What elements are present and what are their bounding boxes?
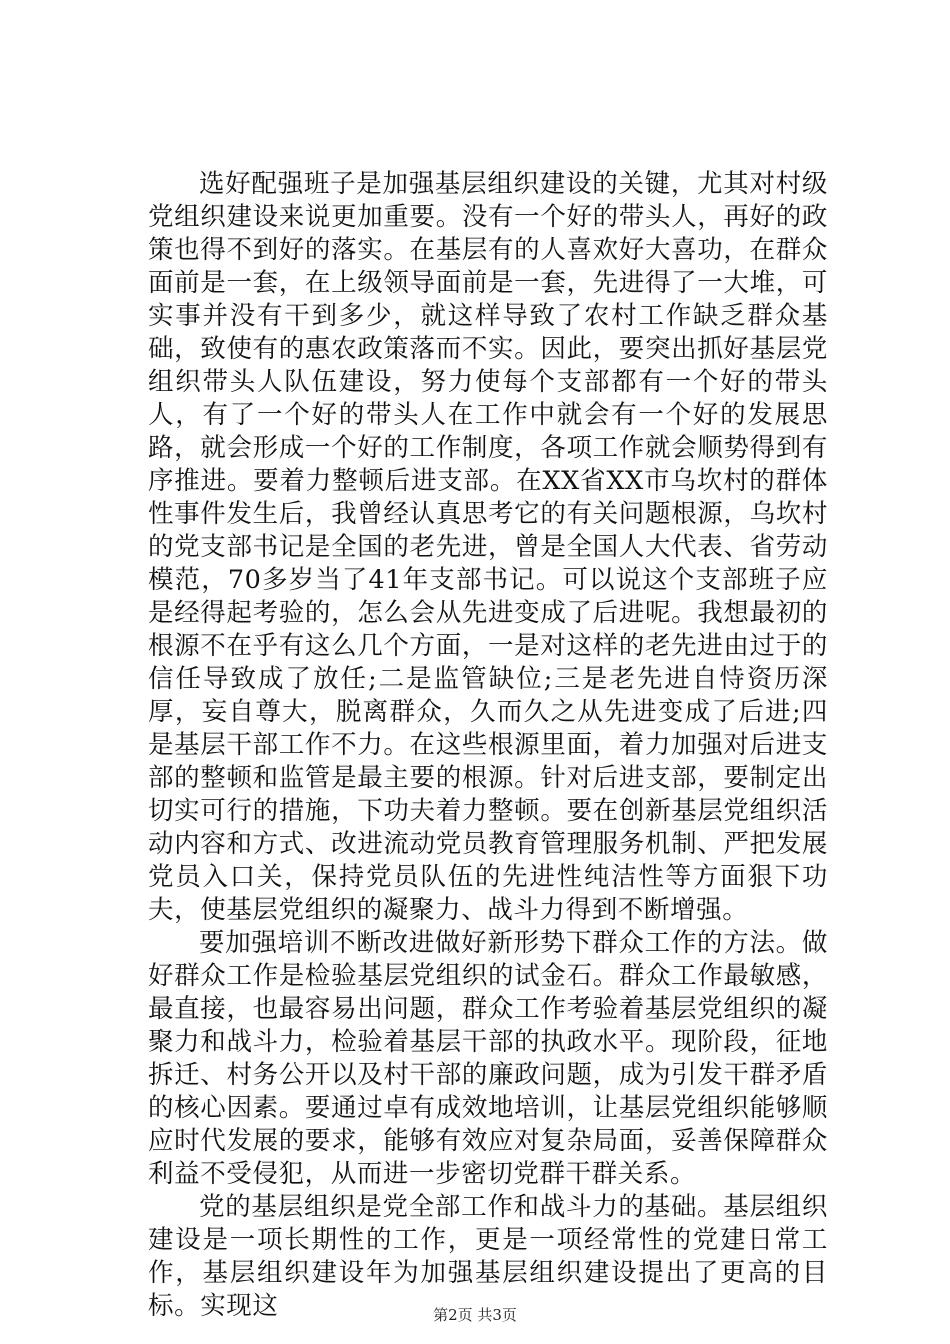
paragraph-1: 选好配强班子是加强基层组织建设的关键，尤其对村级党组织建设来说更加重要。没有一个好的带头人，再好的政策也得不到好的落实。在基层有的人喜欢好大喜功，在群众面前是一套，在上级领导面前是一套，先进得了一大堆，可实事并没有干到多少，就这样导致了农村工作缺乏群众基础，致使有的惠农政策落而不实。因此，要突出抓好基层党组织带头人队伍建设，努力使每个支部都有一个好的带头人，有了一个好的带头人在工作中就会有一个好的发展思路，就会形成一个好的工作制度，各项工作就会顺势得到有序推进。要着力整顿后进支部。在XX省XX市乌坎村的群体性事件发生后，我曾经认真思考它的有关问题根源，乌坎村的党支部书记是全国的老先进，曾是全国人大代表、省劳动模范，70多岁当了41年支部书记。可以说这个支部班子应是经得起考验的，怎么会从先进变成了后进呢。我想最初的根源不在乎有这么几个方面，一是对这样的老先进由过于的信任导致成了放任;二是监管缺位;三是老先进自恃资历深厚，妄自尊大，脱离群众，久而久之从先进变成了后进;四是基层干部工作不力。在这些根源里面，着力加强对后进支部的整顿和监管是最主要的根源。针对后进支部，要制定出切实可行的措施，下功夫着力整顿。要在创新基层党组织活动内容和方式、改进流动党员教育管理服务机制、严把发展党员入口关，保持党员队伍的先进性纯洁性等方面狠下功夫，使基层党组织的凝聚力、战斗力得到不断增强。: [148, 169, 828, 925]
body-text: [148, 168, 828, 1323]
page-number-footer: 第2页 共3页: [433, 1306, 517, 1324]
paragraph-2: 要加强培训不断改进做好新形势下群众工作的方法。做好群众工作是检验基层党组织的试金石。群众工作最敏感，最直接，也最容易出问题，群众工作考验着基层党组织的凝聚力和战斗力，检验着基层干部的执政水平。现阶段，征地拆迁、村务公开以及村干部的廉政问题，成为引发干群矛盾的核心因素。要通过卓有成效地培训，让基层党组织能够顺应时代发展的要求，能够有效应对复杂局面，妥善保障群众利益不受侵犯，从而进一步密切党群干群关系。: [148, 928, 828, 1189]
paragraph-3: 党的基层组织是党全部工作和战斗力的基础。基层组织建设是一项长期性的工作，更是一项经常性的党建日常工作，基层组织建设年为加强基层组织建设提出了更高的目标。实现这: [148, 1192, 828, 1321]
